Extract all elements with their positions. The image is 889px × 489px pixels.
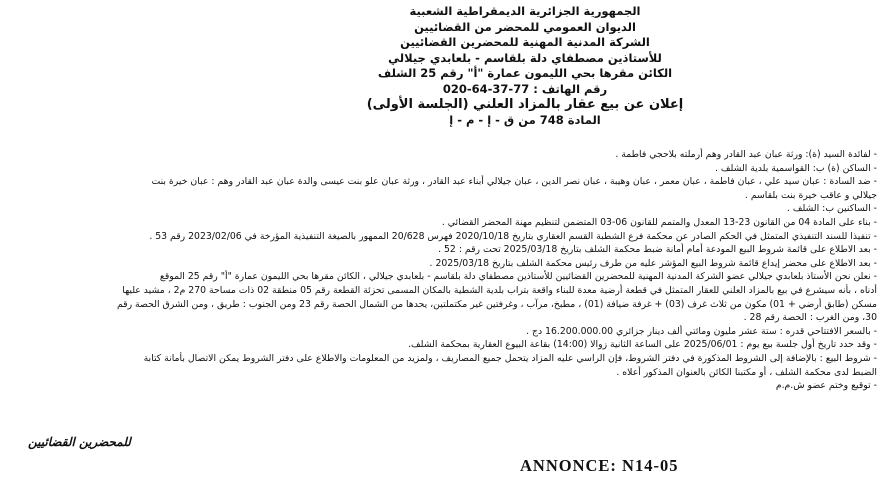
header-line-phone: رقم الهاتف : 77-37-64-020: [442, 81, 608, 96]
paragraph-opening-price: - بالسعر الافتتاحي قدره : ستة عشر مليون ومائتي ألف دينار جزائري 16.200.000.00 دج .: [526, 325, 877, 337]
notice-body: [14, 148, 877, 393]
paragraph-defendants-residence: - الساكنين ب: الشلف .: [786, 203, 877, 215]
paragraph-defendants: - ضد السادة : عبان سيد علي ، عبان فاطمة ، عبان معمر ، عبان وهيبة ، عبان نصر الدين ، عبان جيلالي أبناء عبد القادر ، ورثة عبان علو بنت عيسى والدة عبان عبد القادر وهم : عبان خيرة بنت: [151, 176, 877, 188]
paragraph-enforcement: - تنفيذا للسند التنفيذي المتمثل في الحكم الصادر عن محكمة فرع الشطبة القسم العقاري بتاريخ 2020/10/18 فهرس 20/628 الممهور بالصيغة التنفيذية المؤرخة في 2023/02/06 رقم 53 .: [149, 230, 877, 242]
paragraph-legal-basis: - بناء على المادة 04 من القانون 23-13 المعدل والمتمم للقانون 06-03 المتضمن لتنظيم مهنة المحضر القضائي .: [441, 216, 877, 228]
paragraph-conditions-list: - بعد الاطلاع على قائمة شروط البيع المودعة أمام أمانة ضبط محكمة الشلف بتاريخ 2025/03/18 تحت رقم : 52 .: [438, 244, 877, 256]
notice-title: إعلان عن بيع عقار بالمزاد العلني (الجلسة الأولى): [366, 97, 684, 112]
header-line-bailiffs: للأستاذين مصطفاي دلة بلقاسم - بلعابدي جيلالي: [388, 50, 662, 65]
paragraph-beneficiary-residence: - الساكن (ة) ب: القواسمية بلدية الشلف .: [714, 162, 877, 174]
header-line-article: المادة 748 من ق - إ - م - إ: [449, 112, 601, 127]
header-line-republic: الجمهورية الجزائرية الديمقراطية الشعبية: [409, 4, 641, 18]
paragraph-deposit-record: - بعد الاطلاع على محضر إيداع قائمة شروط البيع المؤشر عليه من طرف رئيس محكمة الشلف بتاريخ 2025/03/18 .: [429, 257, 877, 269]
header-line-office: الديوان العمومي للمحضر من القضائيين: [414, 19, 636, 34]
paragraph-signature-note: - توقيع وختم عضو ش.م.م: [775, 380, 877, 392]
paragraph-property-cont: مسكن (طابق أرضي + 01) مكون من ثلاث غرف (03) + غرفة ضيافة (01) ، مطبخ، مرآب ، وغرفتين غير مكتملتين، يحدها من الشمال الحصة رقم 23 ومن الجنوب : طريق ، ومن الشرق الحصة رقم: [116, 298, 877, 310]
paragraph-property: أدناه ، بأنه سيشرع في بيع بالمزاد العلني للعقار المتمثل في قطعة أرضية معدة للبناء واقعة بتراب بلدية الشطية بالمكان المسمى تحزئة القطعة رقم 05 منطقة 02 ذات مساحة 270 م2 ، مشيد عليها: [122, 284, 877, 296]
signature-line: للمحضرين القضائيين: [28, 435, 131, 449]
annonce-number: ANNONCE: N14-05: [520, 456, 679, 475]
paragraph-sale-conditions: - شروط البيع : بالإضافة إلى الشروط المذكورة في دفتر الشروط، فإن الراسي عليه المزاد يتحمل جميع المصاريف ، ولمزيد من المعلومات والاطلاع على دفتر الشروط يمكن الاتصال بأمانة كتابة: [143, 352, 877, 364]
paragraph-property-bounds: 30، ومن الغرب : الحصة رقم 28 .: [743, 312, 877, 324]
notice-header: [360, 4, 690, 128]
paragraph-contact: الضبط لدى محكمة الشلف ، أو مكتبنا الكائن بالعنوان المذكور أعلاه .: [616, 366, 877, 378]
header-line-address: الكائن مقرها بحي الليمون عمارة "أ" رقم 25 الشلف: [377, 66, 673, 80]
header-line-company: الشركة المدنية المهنية للمحضرين القضائيين: [400, 35, 650, 49]
paragraph-defendants-cont: جيلالي و عاقب خيرة بنت بلقاسم .: [744, 189, 877, 201]
paragraph-announcement: - نعلن نحن الأستاذ بلعابدي جيلالي عضو الشركة المدنية المهنية للمحضرين القضائيين للأستاذين مصطفاي دلة بلقاسم - بلعابدي جيلالي ، الكائن مقرها بحي الليمون عمارة "أ" رقم 25 الموقع: [159, 271, 877, 283]
paragraph-beneficiary: - لفائدة السيد (ة): ورثة عبان عبد القادر وهم أرملته بلاحجي فاطمة .: [615, 149, 877, 160]
paragraph-session-date: - وقد حدد تاريخ أول جلسة بيع يوم : 2025/06/01 على الساعة الثانية زوالا (14:00) بقاعة البيوع العقارية بمحكمة الشلف.: [408, 339, 877, 351]
